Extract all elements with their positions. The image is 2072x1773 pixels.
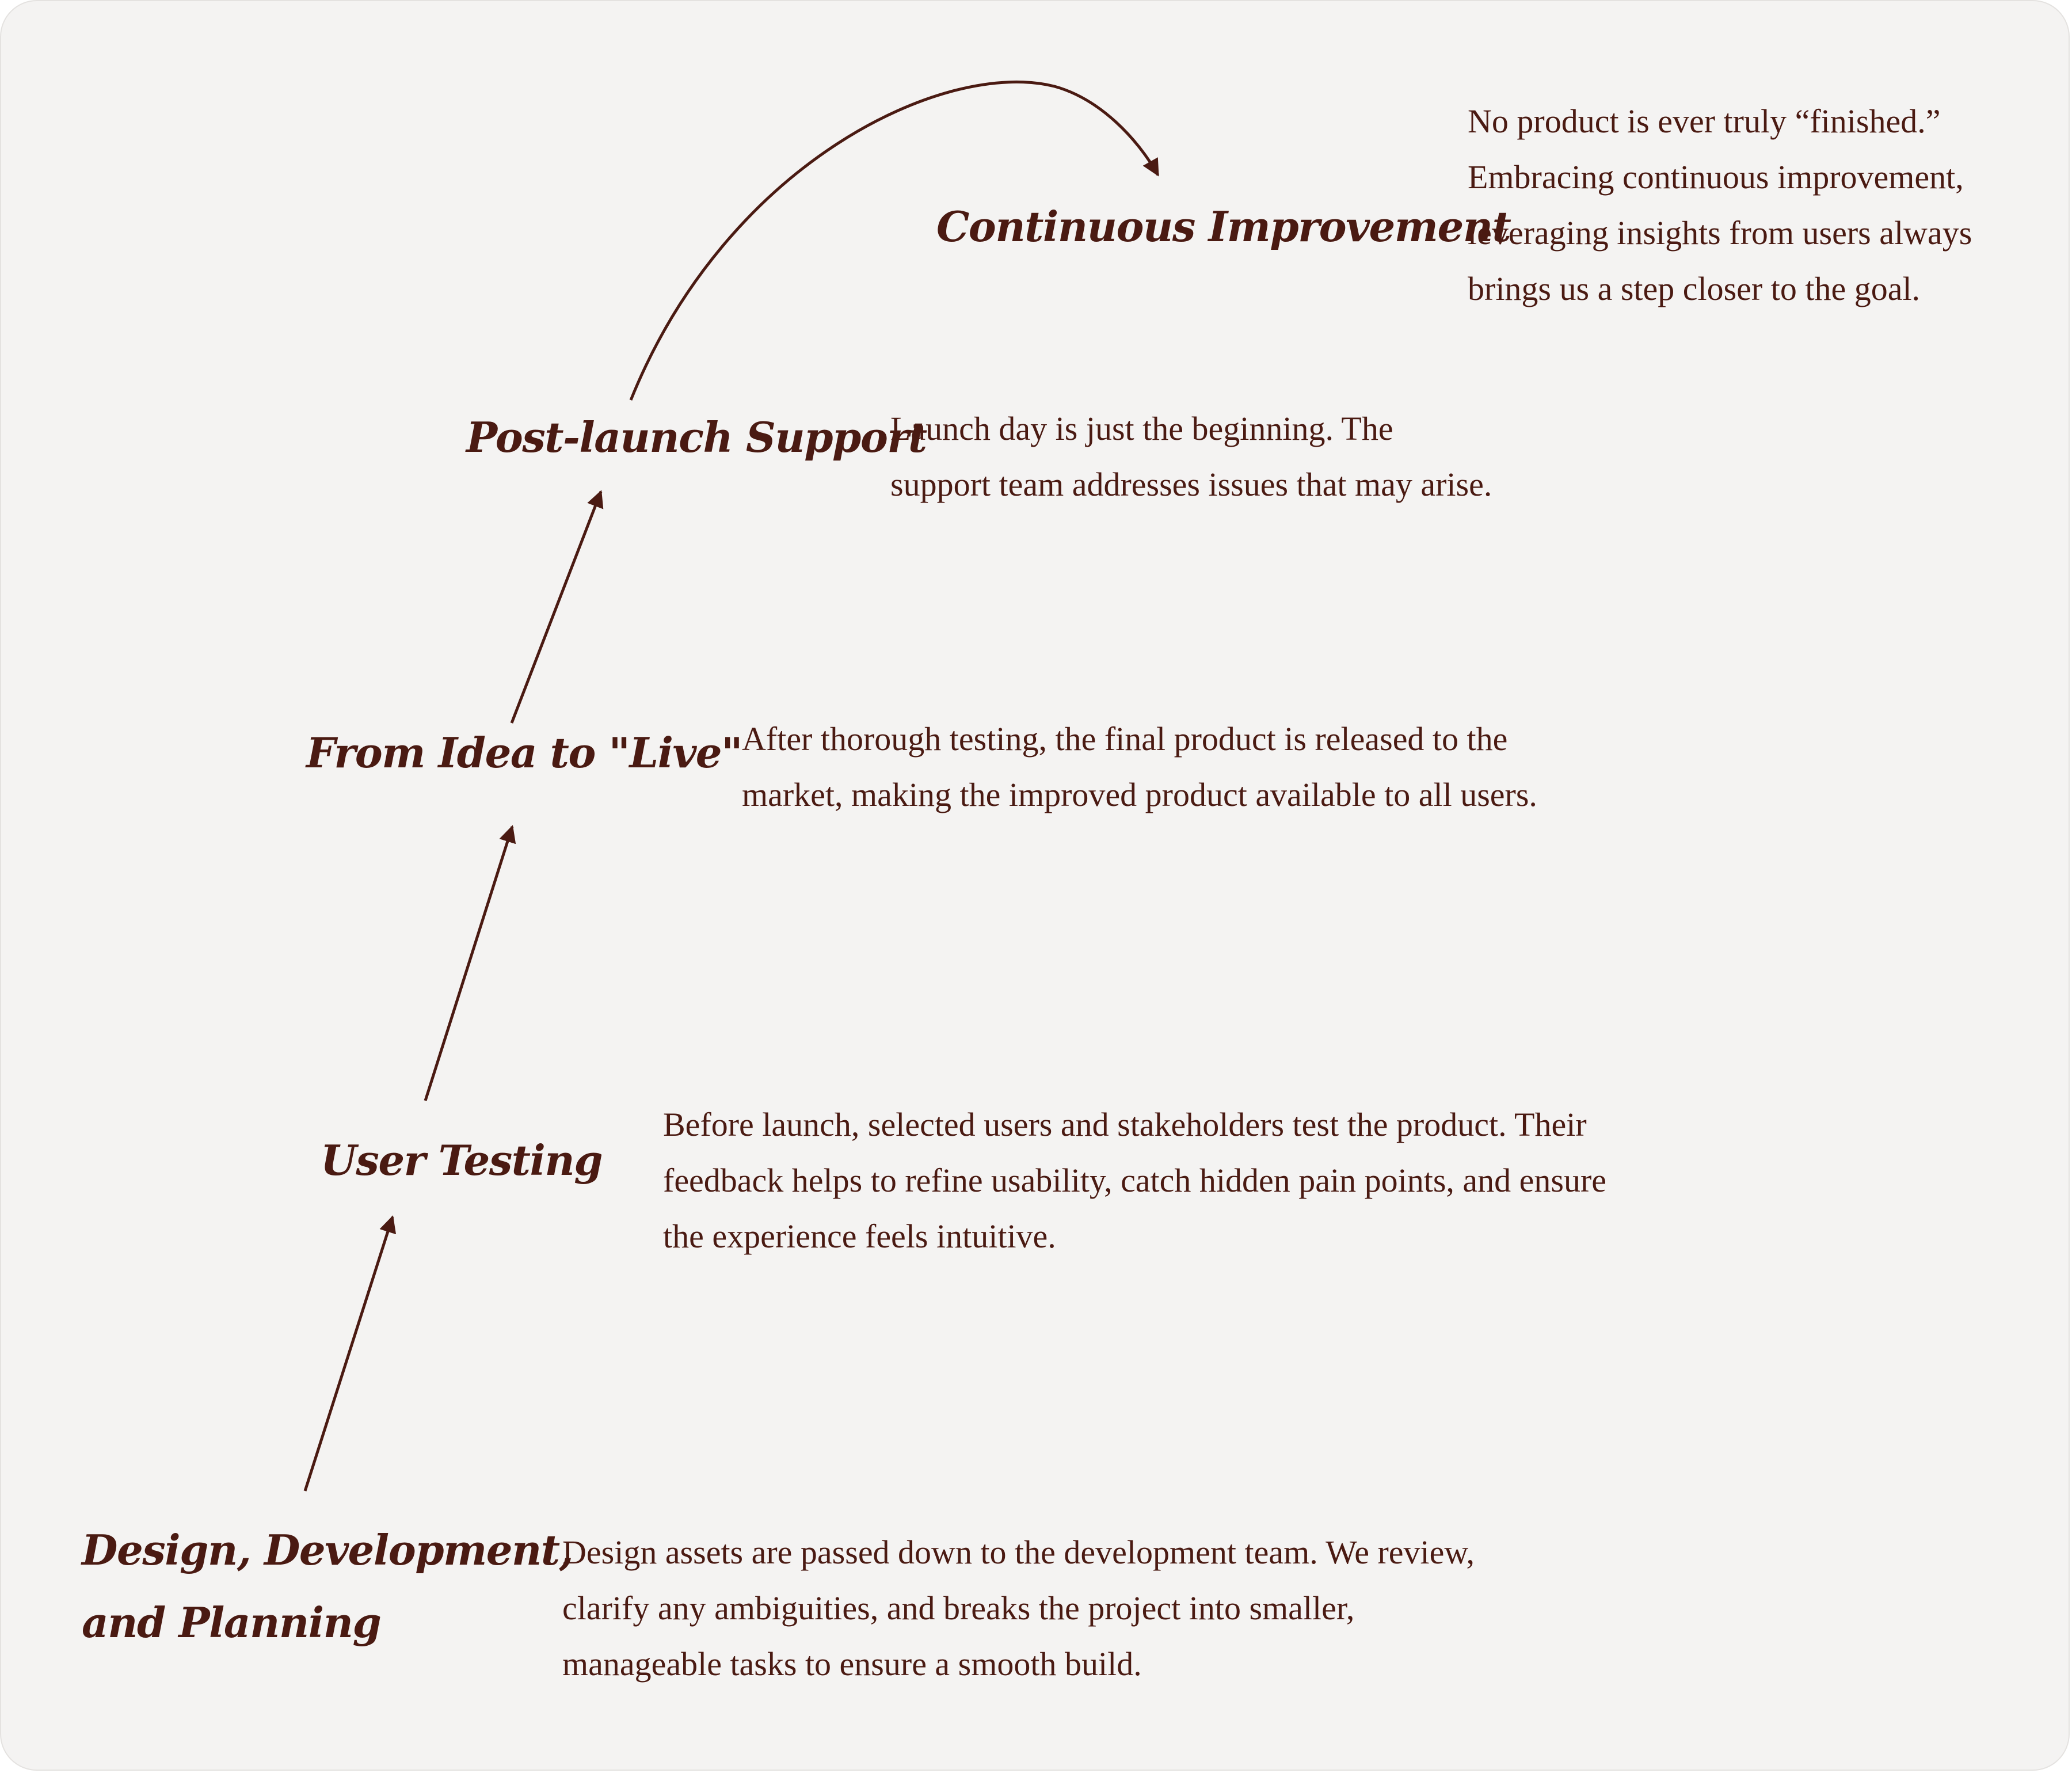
- step-title-design-development-planning: [82, 1514, 573, 1659]
- description-line: manageable tasks to ensure a smooth build.: [562, 1645, 1142, 1683]
- step-title-line: Post-launch Support: [466, 413, 927, 462]
- connector-arrow-2: [425, 827, 512, 1101]
- step-title-user-testing: [321, 1129, 602, 1192]
- description-line: Design assets are passed down to the development team. We review,: [562, 1534, 1475, 1571]
- step-title-line: From Idea to "Live": [306, 728, 742, 777]
- step-title-line: User Testing: [321, 1136, 603, 1185]
- description-line: market, making the improved product available to all users.: [742, 776, 1537, 813]
- step-title-idea-to-live: [306, 722, 742, 784]
- description-line: brings us a step closer to the goal.: [1468, 270, 1921, 307]
- step-title-post-launch-support: [466, 406, 927, 469]
- connector-arrow-3: [512, 492, 601, 723]
- step-description-design-development-planning: [562, 1524, 1475, 1692]
- description-line: Embracing continuous improvement,: [1468, 158, 1964, 196]
- step-description-idea-to-live: [742, 711, 1537, 823]
- description-line: feedback helps to refine usability, catch hidden pain points, and ensure: [663, 1162, 1607, 1199]
- description-line: leveraging insights from users always: [1468, 214, 1972, 252]
- connector-arrow-1: [305, 1217, 393, 1491]
- step-title-line: Design, Development,: [82, 1525, 573, 1574]
- description-line: Before launch, selected users and stakeholders test the product. Their: [663, 1106, 1587, 1143]
- description-line: clarify any ambiguities, and breaks the project into smaller,: [562, 1589, 1355, 1627]
- step-description-post-launch-support: [890, 401, 1492, 512]
- description-line: After thorough testing, the final product is released to the: [742, 720, 1508, 758]
- step-title-line: and Planning: [82, 1598, 381, 1647]
- step-title-line: Continuous Improvement: [936, 202, 1511, 251]
- step-description-continuous-improvement: [1468, 93, 1972, 317]
- description-line: No product is ever truly “finished.”: [1468, 102, 1941, 140]
- description-line: support team addresses issues that may arise.: [890, 466, 1492, 503]
- description-line: the experience feels intuitive.: [663, 1217, 1056, 1255]
- step-title-continuous-improvement: [936, 196, 1510, 258]
- step-description-user-testing: [663, 1097, 1606, 1264]
- description-line: Launch day is just the beginning. The: [890, 410, 1393, 447]
